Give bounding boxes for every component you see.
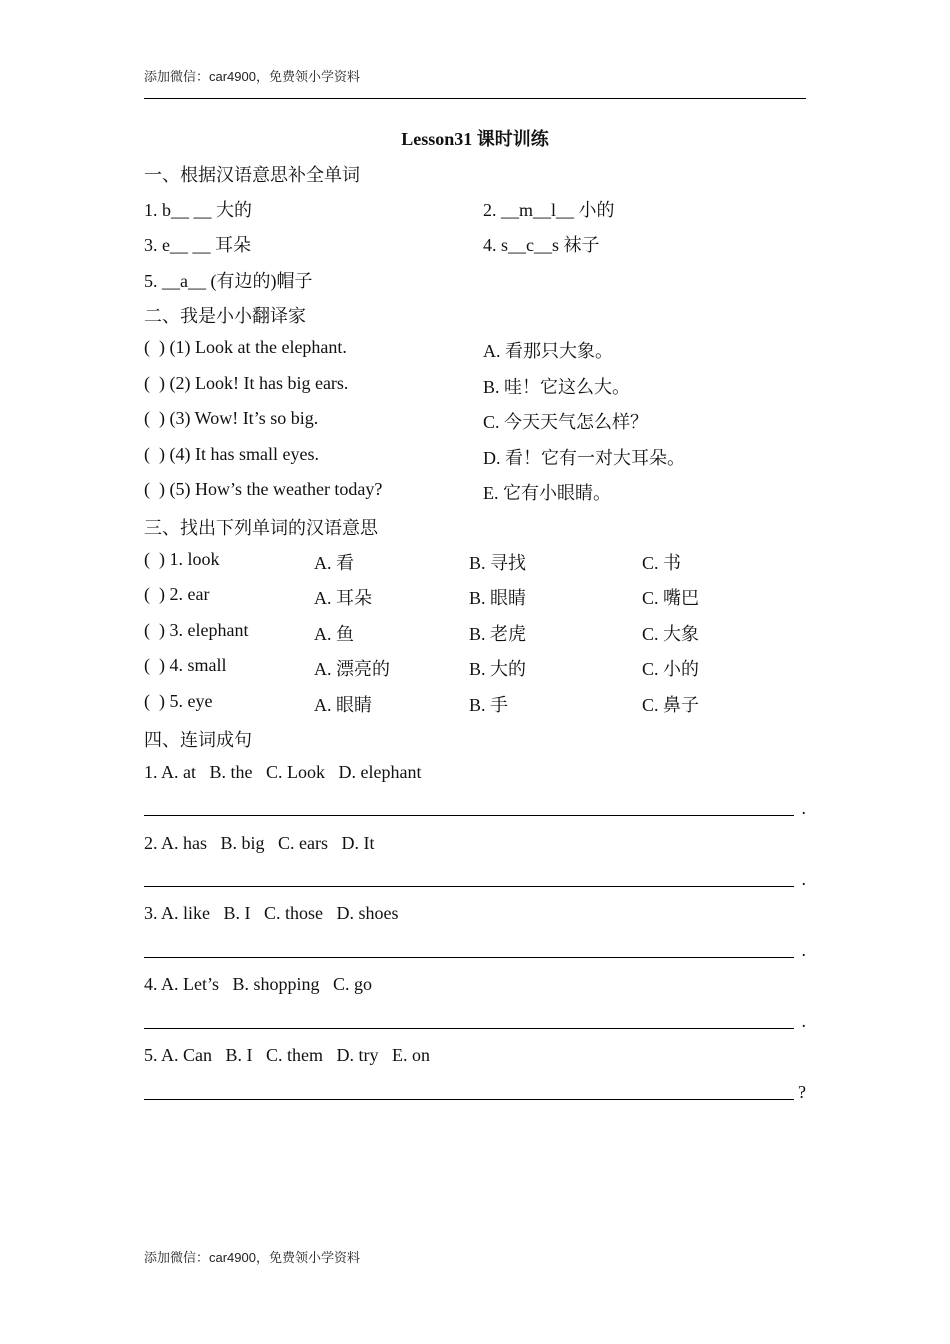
section3-option-c: C. 鼻子	[642, 695, 700, 715]
section2-question: ( ) (1) Look at the elephant.	[144, 337, 347, 357]
section2-question: ( ) (4) It has small eyes.	[144, 444, 319, 464]
footer-note: 添加微信：car4900，免费领小学资料	[144, 1250, 360, 1265]
section4-heading: 四、连词成句	[144, 730, 252, 750]
section3-option-b: B. 老虎	[469, 624, 527, 644]
section2-option: D. 看！它有一对大耳朵。	[483, 448, 685, 468]
section1-item: 1. b__ __ 大的	[144, 200, 252, 220]
section2-option: E. 它有小眼睛。	[483, 483, 611, 503]
sentence-end-mark: ?	[798, 1082, 806, 1102]
section2-heading: 二、我是小小翻译家	[144, 306, 306, 326]
section4-words: 3. A. like B. I C. those D. shoes	[144, 903, 399, 923]
section3-option-a: A. 看	[314, 553, 354, 573]
section4-words: 2. A. has B. big C. ears D. It	[144, 833, 375, 853]
section3-option-a: A. 鱼	[314, 624, 354, 644]
section4-words: 1. A. at B. the C. Look D. elephant	[144, 762, 422, 782]
page-title: Lesson31 课时训练	[401, 129, 549, 149]
section2-question: ( ) (5) How’s the weather today?	[144, 479, 383, 499]
section2-question: ( ) (3) Wow! It’s so big.	[144, 408, 319, 428]
answer-underline	[144, 1099, 794, 1100]
section3-option-c: C. 嘴巴	[642, 588, 700, 608]
section1-item: 2. __m__l__ 小的	[483, 200, 615, 220]
answer-underline	[144, 957, 794, 958]
section2-option: B. 哇！它这么大。	[483, 377, 631, 397]
section3-question: ( ) 5. eye	[144, 691, 213, 711]
header-divider	[144, 98, 806, 99]
answer-underline	[144, 815, 794, 816]
section3-option-a: A. 眼睛	[314, 695, 372, 715]
section2-question: ( ) (2) Look! It has big ears.	[144, 373, 349, 393]
answer-line[interactable]	[144, 1010, 806, 1032]
section3-option-b: B. 眼睛	[469, 588, 527, 608]
section3-question: ( ) 3. elephant	[144, 620, 249, 640]
section3-option-a: A. 耳朵	[314, 588, 372, 608]
answer-line[interactable]	[144, 797, 806, 819]
header-note: 添加微信：car4900，免费领小学资料	[144, 69, 360, 84]
section3-question: ( ) 1. look	[144, 549, 220, 569]
section3-option-b: B. 手	[469, 695, 509, 715]
section2-option: A. 看那只大象。	[483, 341, 613, 361]
section3-question: ( ) 4. small	[144, 655, 227, 675]
section3-heading: 三、找出下列单词的汉语意思	[144, 518, 378, 538]
sentence-end-mark: .	[801, 940, 806, 960]
section1-item: 3. e__ __ 耳朵	[144, 235, 251, 255]
sentence-end-mark: .	[801, 798, 806, 818]
section1-item: 5. __a__ (有边的)帽子	[144, 271, 313, 291]
section3-option-a: A. 漂亮的	[314, 659, 390, 679]
sentence-end-mark: .	[801, 869, 806, 889]
section3-option-c: C. 书	[642, 553, 682, 573]
section3-option-c: C. 小的	[642, 659, 700, 679]
section1-item: 4. s__c__s 袜子	[483, 235, 600, 255]
section3-option-b: B. 寻找	[469, 553, 527, 573]
section1-heading: 一、根据汉语意思补全单词	[144, 165, 360, 185]
section3-question: ( ) 2. ear	[144, 584, 210, 604]
answer-line[interactable]	[144, 868, 806, 890]
section3-option-b: B. 大的	[469, 659, 527, 679]
answer-underline	[144, 1028, 794, 1029]
answer-line[interactable]	[144, 939, 806, 961]
section4-words: 4. A. Let’s B. shopping C. go	[144, 974, 373, 994]
section4-words: 5. A. Can B. I C. them D. try E. on	[144, 1045, 430, 1065]
section3-option-c: C. 大象	[642, 624, 700, 644]
section2-option: C. 今天天气怎么样？	[483, 412, 649, 432]
answer-line[interactable]	[144, 1081, 806, 1103]
sentence-end-mark: .	[801, 1011, 806, 1031]
answer-underline	[144, 886, 794, 887]
